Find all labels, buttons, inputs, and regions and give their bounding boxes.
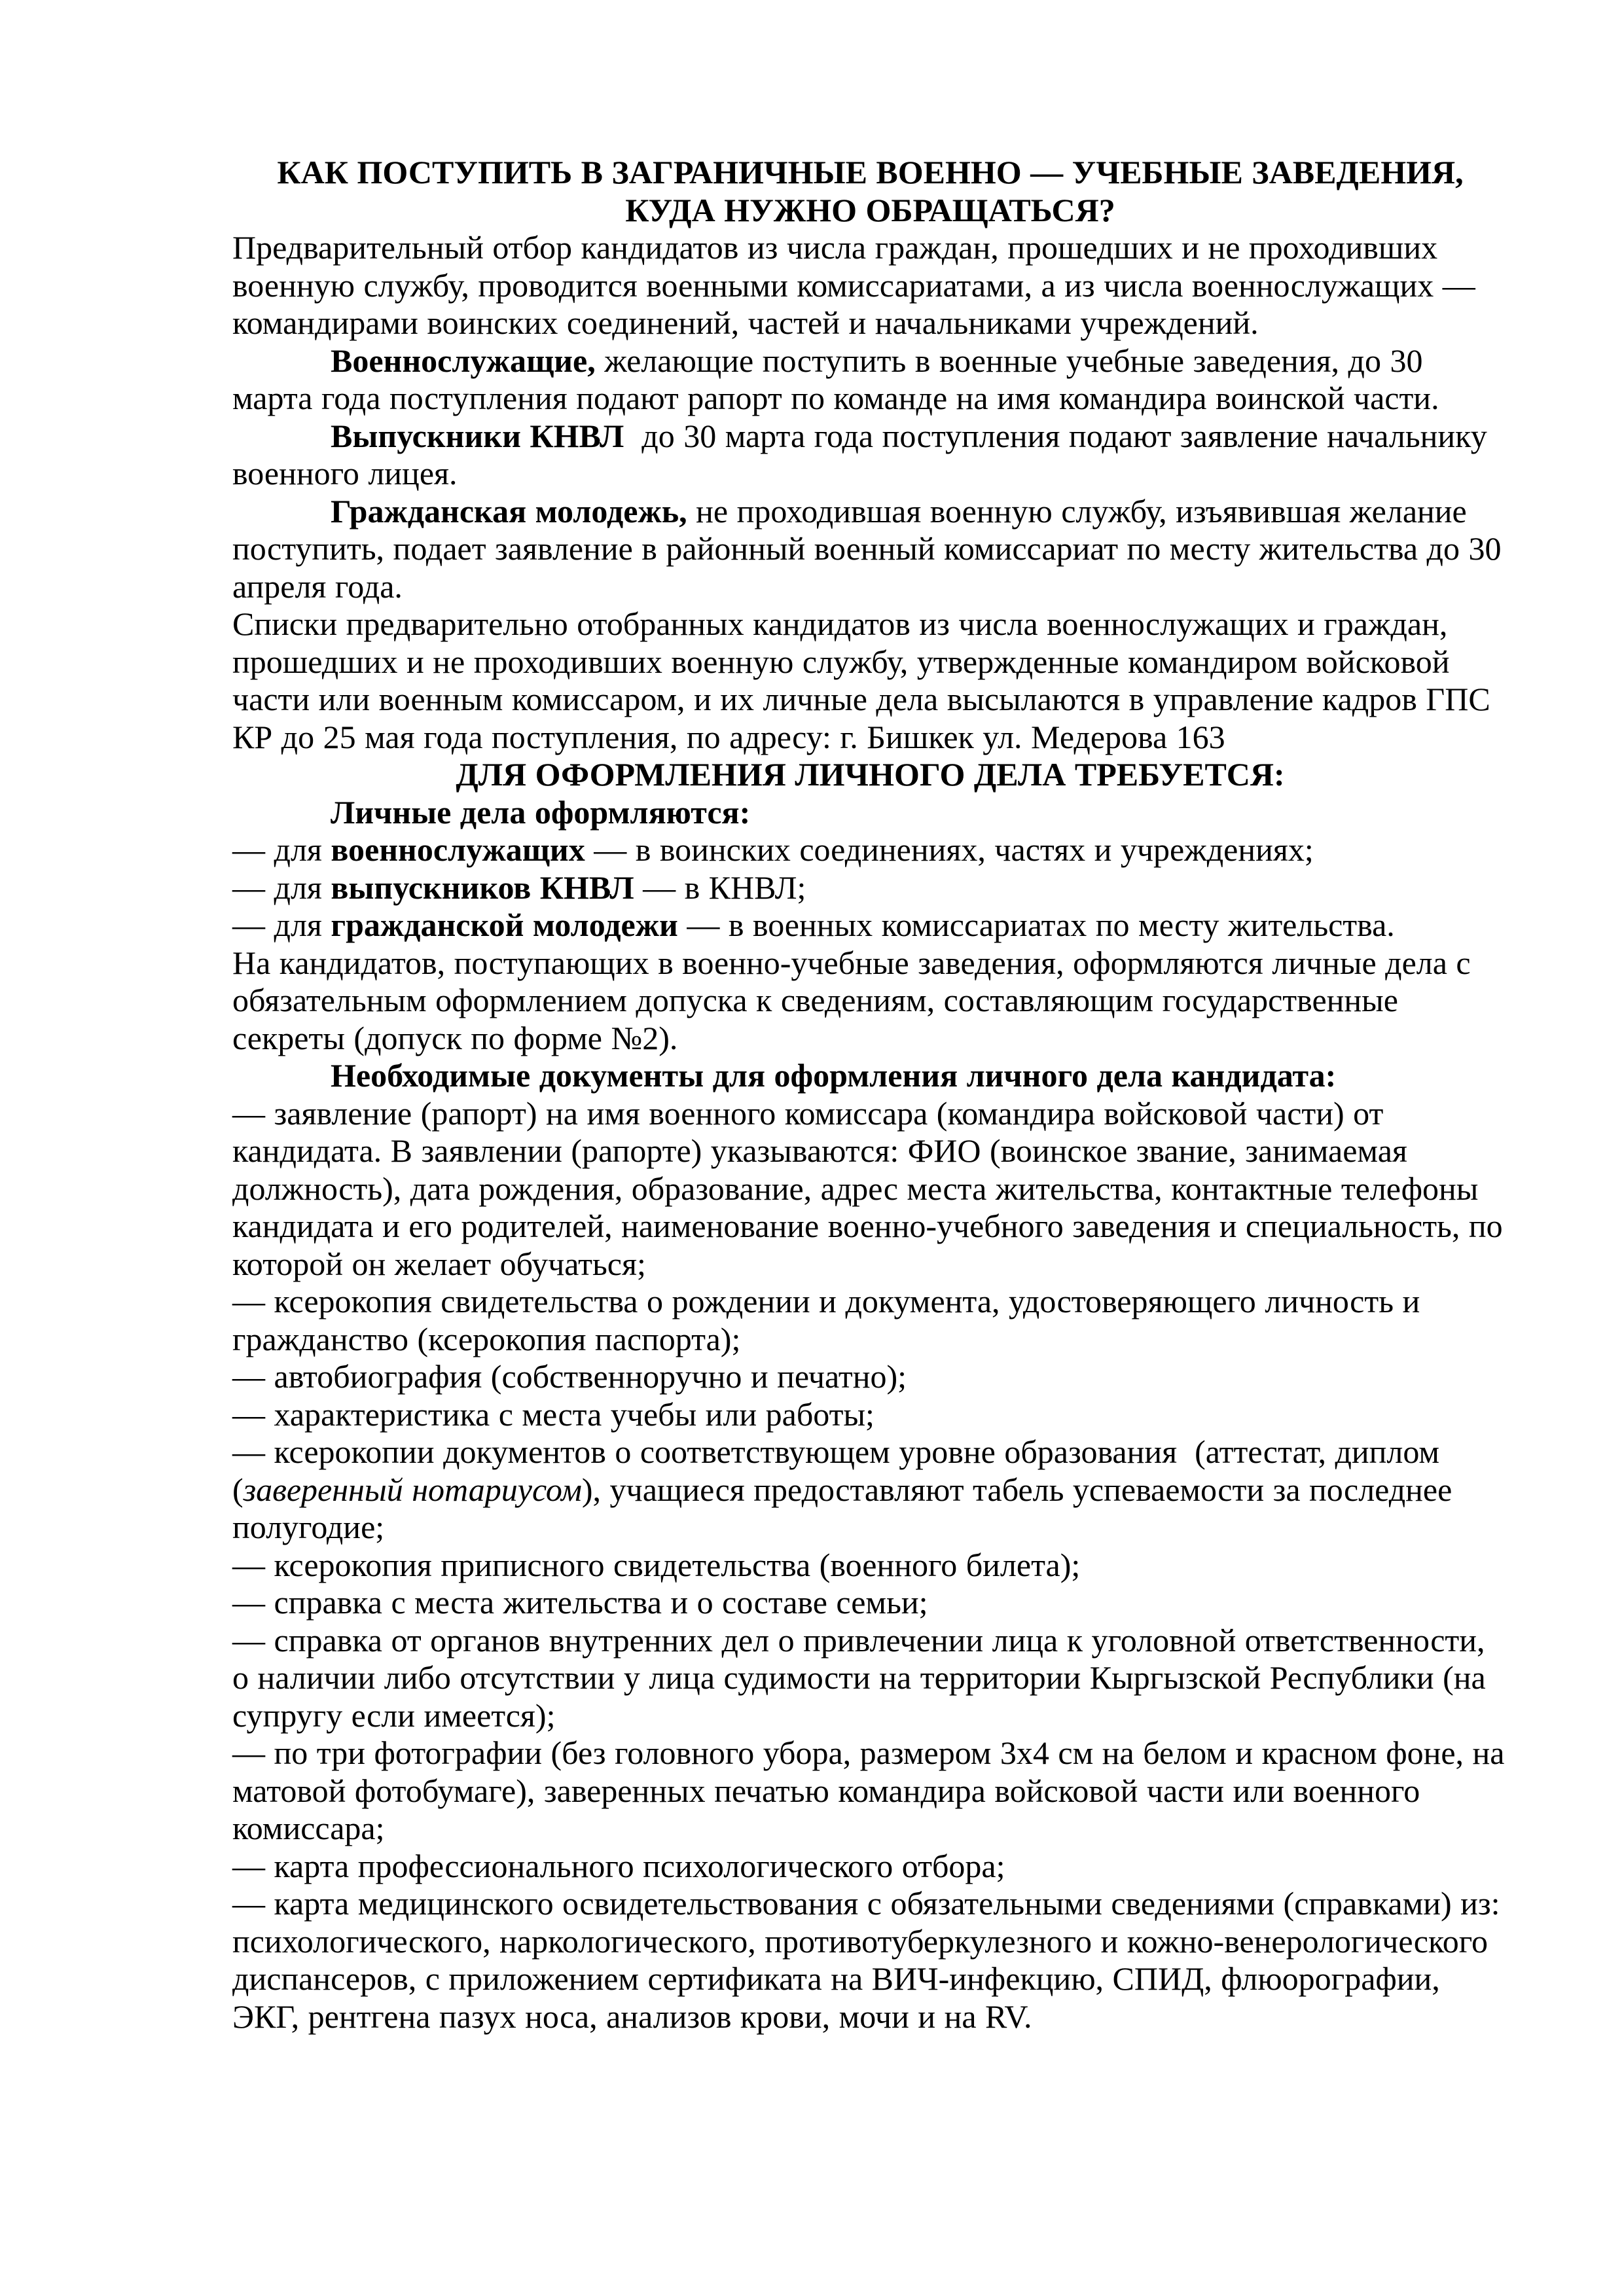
list-item-residence-certificate (232, 1584, 1508, 1622)
list-item-knvl (232, 869, 1508, 907)
bold-text-run: Личные дела оформляются: (331, 793, 751, 831)
list-item-civilian (232, 906, 1508, 944)
doc-title-line-2 (232, 192, 1508, 230)
text-run: — в военных комиссариатах по месту жительства. (677, 906, 1395, 943)
bold-text-run: Необходимые документы для оформления личного дела кандидата: (331, 1057, 1337, 1094)
list-item-psychological-card (232, 1848, 1508, 1886)
list-item-application (232, 1094, 1512, 1283)
list-item-birth-certificate (232, 1283, 1508, 1358)
italic-text-run: заверенный нотариусом (243, 1471, 582, 1508)
text-run: Списки предварительно отобранных кандидатов из числа военнослужащих и граждан, прошедших и не проходивших военную службу, утвержденные командиром войсковой части или военным комиссаром, и их личные дела высылаются в управление кадров ГПС КР до 25 мая года поступления, по адресу: г. Бишкек ул. Медерова 163 (232, 605, 1500, 755)
text-run: — заявление (рапорт) на имя военного комиссара (командира войсковой части) от кандидата. В заявлении (рапорте) указываются: ФИО (воинское звание, занимаемая должность), дата рождения, образование, адрес места жительства, контактные телефоны кандидата и его родителей, наименование военно-учебного заведения и специальность, по которой он желает обучаться; (232, 1094, 1512, 1282)
list-item-military-id (232, 1547, 1508, 1585)
bold-text-run: Гражданская молодежь, (331, 492, 687, 529)
section-heading-personal-file (232, 756, 1508, 794)
bold-text-run: выпускников КНВЛ (331, 869, 634, 906)
text-run: — характеристика с места учебы или работы; (232, 1395, 875, 1433)
text-run: Предварительный отбор кандидатов из числа граждан, прошедших и не проходивших военную службу, проводится военными комиссариатами, а из числа военнослужащих — командирами воинских соединений, частей и начальниками учреждений. (232, 229, 1485, 341)
text-run: до 30 марта года поступления подают заявление начальнику военного лицея. (232, 417, 1496, 492)
bold-text-run: гражданской молодежи (331, 906, 678, 943)
text-run: — для (232, 869, 331, 906)
list-item-medical-card (232, 1885, 1508, 2036)
text-run: — в воинских соединениях, частях и учреждениях; (585, 831, 1314, 868)
bold-text-run: Военнослужащие, (331, 342, 596, 379)
list-item-servicemen (232, 831, 1508, 869)
text-run: ), учащиеся предоставляют табель успеваемости за последнее полугодие; (232, 1471, 1461, 1545)
list-item-reference (232, 1396, 1508, 1434)
list-item-education-documents (232, 1433, 1508, 1547)
text-run: — справка от органов внутренних дел о привлечении лица к уголовной ответственности, о наличии либо отсутствии у лица судимости на территории Кыргызской Республики (на супругу если имеется); (232, 1621, 1495, 1734)
text-run: — для (232, 906, 331, 943)
bold-text-run: Выпускники КНВЛ (331, 417, 624, 454)
list-item-autobiography (232, 1358, 1508, 1396)
text-run: — карта медицинского освидетельствования с обязательными сведениями (справками) из: психологического, наркологического, противотуберкулезного и кожно-венерологического диспансеров, с приложением сертификата на ВИЧ-инфекцию, СПИД, флюорографии, ЭКГ, рентгена пазух носа, анализов крови, мочи и на RV. (232, 1885, 1509, 2035)
text-run: — в КНВЛ; (634, 869, 806, 906)
text-run: желающие поступить в военные учебные заведения, до 30 марта года поступления подают рапорт по команде на имя командира воинской части. (232, 342, 1439, 416)
text-run: — для (232, 831, 331, 868)
text-run: — карта профессионального психологического отбора; (232, 1847, 1005, 1884)
paragraph-civilian-youth (232, 493, 1508, 606)
text-run: На кандидатов, поступающих в военно-учебные заведения, оформляются личные дела с обязательным оформлением допуска к сведениям, составляющим государственные секреты (допуск по форме №2). (232, 944, 1480, 1056)
paragraph-clearance (232, 944, 1508, 1058)
doc-title-line-1 (232, 154, 1508, 192)
paragraph-intro (232, 229, 1508, 342)
paragraph-servicemen (232, 342, 1508, 418)
text-run: — автобиография (собственноручно и печатно); (232, 1358, 907, 1395)
text-run: — ксерокопия свидетельства о рождении и документа, удостоверяющего личность и гражданство (ксерокопия паспорта); (232, 1283, 1429, 1357)
paragraph-files-prepared (232, 794, 1508, 832)
document-body (232, 154, 1513, 2036)
paragraph-knvl-graduates (232, 418, 1508, 493)
bold-text-run: КАК ПОСТУПИТЬ В ЗАГРАНИЧНЫЕ ВОЕННО — УЧЕБНЫЕ ЗАВЕДЕНИЯ, (277, 154, 1464, 190)
text-run: не проходившая военную службу, изъявившая желание поступить, подает заявление в районный военный комиссариат по месту жительства до 30 апреля года. (232, 492, 1510, 605)
bold-text-run: КУДА НУЖНО ОБРАЩАТЬСЯ? (625, 191, 1115, 228)
text-run: — ксерокопии документов о соответствующем уровне образования (аттестат, диплом ( (232, 1433, 1449, 1508)
bold-text-run: ДЛЯ ОФОРМЛЕНИЯ ЛИЧНОГО ДЕЛА ТРЕБУЕТСЯ: (456, 756, 1285, 793)
paragraph-lists-candidates (232, 605, 1508, 756)
heading-required-documents (232, 1057, 1508, 1095)
text-run: — ксерокопия приписного свидетельства (военного билета); (232, 1546, 1081, 1583)
bold-text-run: военнослужащих (331, 831, 585, 868)
text-run: — справка с места жительства и о составе семьи; (232, 1584, 928, 1621)
list-item-photos (232, 1734, 1513, 1848)
text-run: — по три фотографии (без головного убора, размером 3х4 см на белом и красном фоне, на матовой фотобумаге), заверенных печатью командира войсковой части или военного комиссара; (232, 1734, 1513, 1846)
list-item-police-certificate (232, 1622, 1508, 1735)
